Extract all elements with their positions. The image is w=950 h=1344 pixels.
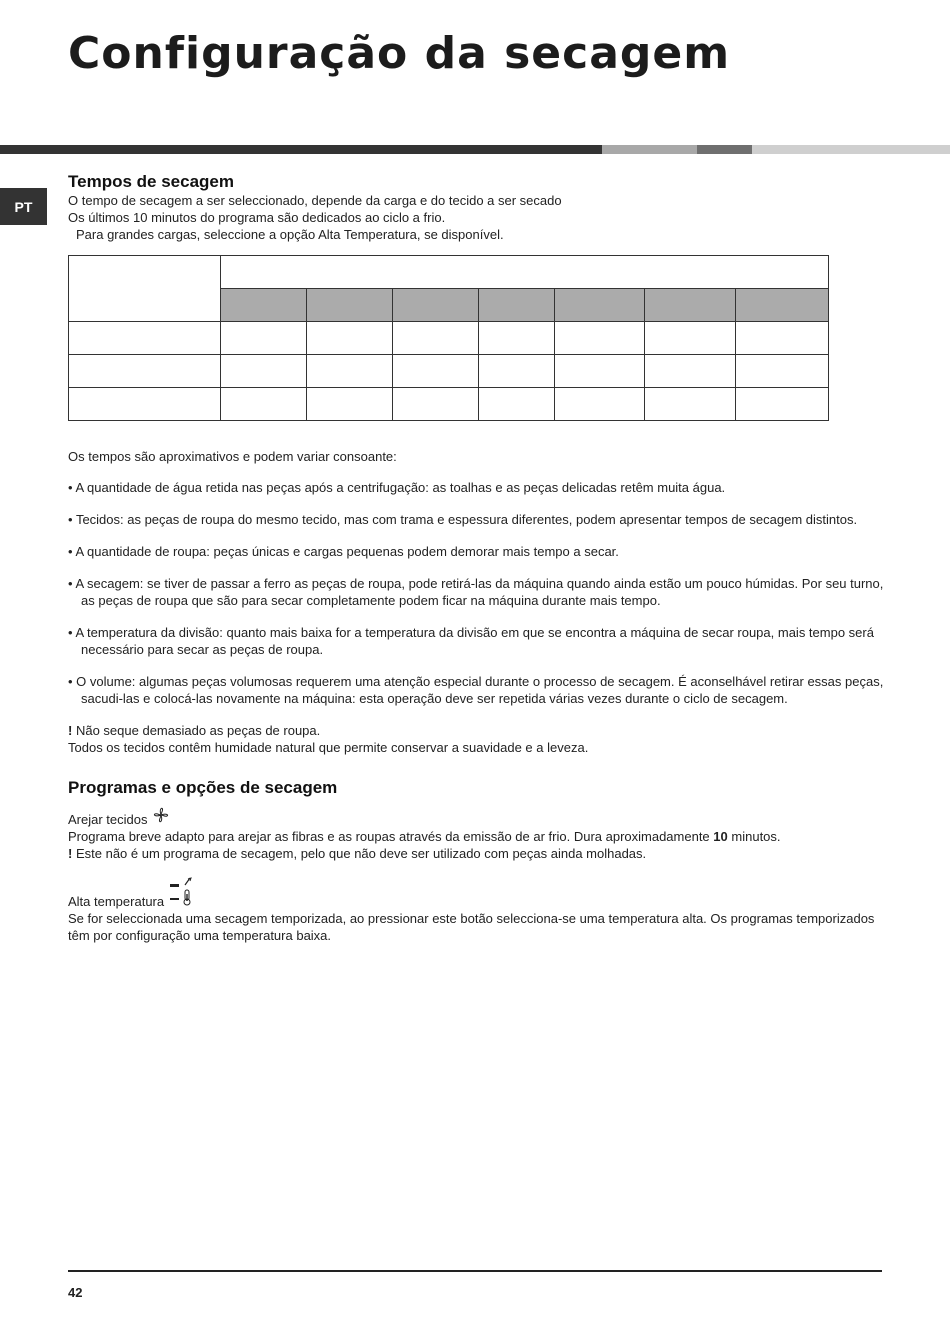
table-cell [479, 388, 555, 421]
table-cell [221, 256, 829, 289]
table-cell [69, 388, 221, 421]
list-item: • A secagem: se tiver de passar a ferro as peças de roupa, pode retirá-las da máquina quando ainda estão um pouco húmidas. Por seu turno, as peças de roupa que são para secar completamente podem ficar na máquina durante mais tempo. [68, 575, 888, 609]
table-cell [307, 289, 393, 322]
section-heading-programas: Programas e opções de secagem [68, 778, 338, 797]
program-alta-title [68, 876, 888, 910]
table-cell [221, 322, 307, 355]
section-heading-tempos: Tempos de secagem [68, 172, 234, 191]
list-item: • A temperatura da divisão: quanto mais baixa for a temperatura da divisão em que se encontra a máquina de secar roupa, mais tempo será necessário para secar as peças de roupa. [68, 624, 888, 658]
tempos-line-2: Os últimos 10 minutos do programa são dedicados ao ciclo a frio. [68, 210, 446, 225]
table-cell [69, 256, 221, 322]
page-number: 42 [68, 1285, 83, 1300]
table-cell [393, 289, 479, 322]
table-cell [645, 355, 736, 388]
program-arejar-desc-text: Programa breve adapto para arejar as fibras e as roupas através da emissão de ar frio. Dura aproximadamente [68, 829, 710, 844]
table-cell [307, 322, 393, 355]
warning-mark: ! [68, 846, 73, 861]
table-cell [307, 388, 393, 421]
table-cell [736, 388, 829, 421]
high-temperature-icon [168, 876, 194, 910]
table-row [69, 388, 829, 421]
table-cell [393, 388, 479, 421]
table-cell [555, 289, 645, 322]
table-cell [479, 289, 555, 322]
table-cell [645, 322, 736, 355]
table-cell [645, 388, 736, 421]
table-cell [736, 355, 829, 388]
warning-text-2: Todos os tecidos contêm humidade natural que permite conservar a suavidade e a leveza. [68, 740, 589, 755]
table-row [69, 322, 829, 355]
factors-list [68, 479, 888, 707]
header-divider-light [602, 145, 697, 154]
table-row [69, 256, 829, 289]
table-cell [221, 355, 307, 388]
table-cell [393, 355, 479, 388]
list-item: • O volume: algumas peças volumosas requerem uma atenção especial durante o processo de secagem. É aconselhável retirar essas peças, sacudi-las e colocá-las novamente na máquina: esta operação deve ser repetida várias vezes durante o ciclo de secagem. [68, 673, 888, 707]
table-cell [221, 289, 307, 322]
fan-icon [151, 806, 171, 828]
table-cell [479, 322, 555, 355]
table-cell [555, 322, 645, 355]
program-arejar-warning [68, 845, 888, 862]
program-arejar-warning-text: Este não é um programa de secagem, pelo que não deve ser utilizado com peças ainda molhadas. [75, 846, 647, 861]
variation-intro: Os tempos são aproximativos e podem variar consoante: [68, 449, 397, 464]
footer-divider [68, 1270, 882, 1272]
table-cell [555, 388, 645, 421]
list-item: • A quantidade de água retida nas peças após a centrifugação: as toalhas e as peças delicadas retêm muita água. [68, 479, 888, 496]
table-row [69, 355, 829, 388]
table-cell [221, 388, 307, 421]
warning-line [68, 722, 888, 739]
program-arejar-unit: minutos. [731, 829, 781, 844]
list-item: • A quantidade de roupa: peças únicas e cargas pequenas podem demorar mais tempo a secar. [68, 543, 888, 560]
program-arejar-title [68, 806, 888, 828]
header-divider-pale [752, 145, 950, 154]
table-cell [393, 322, 479, 355]
warning-text: Não seque demasiado as peças de roupa. [75, 723, 321, 738]
program-arejar-duration: 10 [713, 829, 728, 844]
list-item: • Tecidos: as peças de roupa do mesmo tecido, mas com trama e espessura diferentes, podem apresentar tempos de secagem distintos. [68, 511, 888, 528]
table-cell [555, 355, 645, 388]
table-cell [69, 355, 221, 388]
table-cell [645, 289, 736, 322]
header-divider-mid [697, 145, 752, 154]
drying-times-table [68, 255, 829, 421]
language-tab: PT [0, 188, 47, 225]
warning-mark: ! [68, 723, 73, 738]
tempos-line-1: O tempo de secagem a ser seleccionado, depende da carga e do tecido a ser secado [68, 193, 562, 208]
tempos-line-3: Para grandes cargas, seleccione a opção Alta Temperatura, se disponível. [76, 227, 504, 242]
page-title: Configuração da secagem [68, 28, 731, 79]
table-cell [736, 289, 829, 322]
table-cell [307, 355, 393, 388]
header-divider-dark [0, 145, 602, 154]
table-cell [69, 322, 221, 355]
program-alta-name: Alta temperatura [68, 894, 165, 909]
main-content [68, 172, 888, 944]
program-arejar-name: Arejar tecidos [68, 812, 148, 827]
program-alta-description: Se for seleccionada uma secagem temporizada, ao pressionar este botão selecciona-se uma temperatura alta. Os programas temporizados têm por configuração uma temperatura baixa. [68, 911, 875, 943]
table-cell [479, 355, 555, 388]
table-cell [736, 322, 829, 355]
program-arejar-description [68, 828, 888, 845]
